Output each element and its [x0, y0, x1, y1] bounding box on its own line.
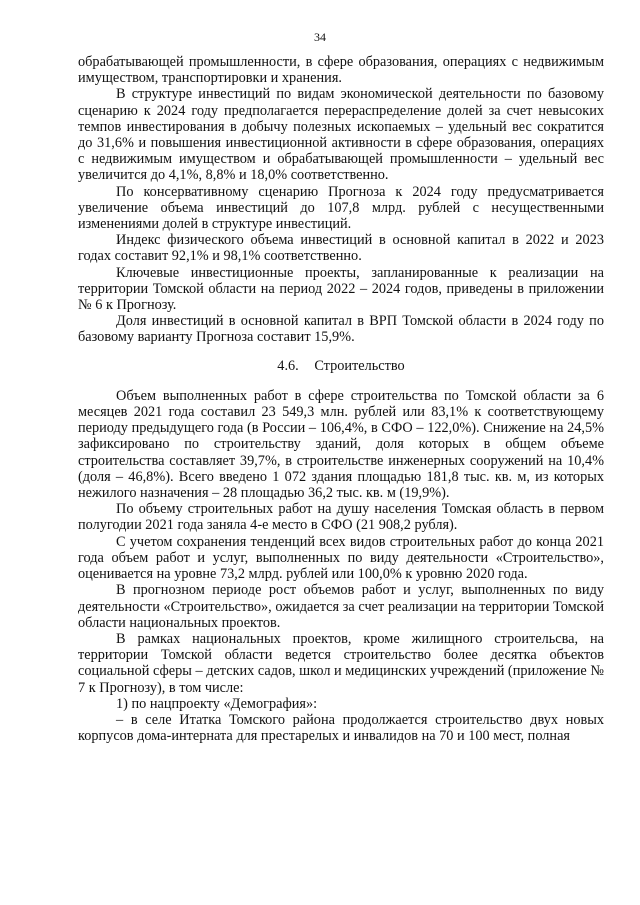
- paragraph: В рамках национальных проектов, кроме жилищного строительсва, на территории Томской области ведется строительство более десятка объектов социальной сферы – детских садов, школ и медицинских учреждений (приложение № 7 к Прогнозу), в том числе:: [78, 630, 604, 696]
- paragraph: Доля инвестиций в основной капитал в ВРП Томской области в 2024 году по базовому варианту Прогноза составит 15,9%.: [78, 313, 604, 346]
- paragraph: Индекс физического объема инвестиций в основной капитал в 2022 и 2023 годах составит 92,1% и 98,1% соответственно.: [78, 232, 604, 265]
- paragraph: По консервативному сценарию Прогноза к 2024 году предусматривается увеличение объема инвестиций до 107,8 млрд. рублей с несущественными изменениями долей в структуре инвестиций.: [78, 183, 604, 233]
- page-number: 34: [314, 30, 326, 44]
- paragraph: Объем выполненных работ в сфере строительства по Томской области за 6 месяцев 2021 года составил 23 549,3 млн. рублей или 83,1% к соответствующему периоду предыдущего года (в России – 106,4%, в СФО – 122,0%). Снижение на 24,5% зафиксировано по строительству зданий, доля которых в общем объеме строительства составляет 39,7%, в строительстве инженерных сооружений на 10,4% (доля – 46,8%). Всего введено 1 072 здания площадью 181,8 тыс. кв. м, из которых нежилого назначения – 28 площадью 36,2 тыс. кв. м (19,9%).: [78, 387, 604, 502]
- section-heading: [78, 358, 604, 374]
- paragraph: В структуре инвестиций по видам экономической деятельности по базовому сценарию к 2024 году предполагается перераспределение долей за счет невысоких темпов инвестирования в добычу полезных ископаемых – удельный вес сократится до 31,6% и повышения инвестиционной активности в сфере образования, операциях с недвижимым имуществом и обрабатывающей промышленности – удельный вес увеличится до 4,1%, 8,8% и 18,0% соответственно.: [78, 86, 604, 184]
- list-item: 1) по нацпроекту «Демография»:: [116, 695, 318, 712]
- paragraph: обрабатывающей промышленности, в сфере образования, операциях с недвижимым имуществом, транспортировки и хранения.: [78, 54, 604, 87]
- section-title: Строительство: [314, 357, 405, 374]
- paragraph: Ключевые инвестиционные проекты, запланированные к реализации на территории Томской области на период 2022 – 2024 годов, приведены в приложении № 6 к Прогнозу.: [78, 264, 604, 314]
- list-item: – в селе Итатка Томского района продолжается строительство двух новых корпусов дома-интерната для престарелых и инвалидов на 70 и 100 мест, полная: [78, 711, 604, 745]
- paragraph: В прогнозном периоде рост объемов работ и услуг, выполненных по виду деятельности «Строительство», ожидается за счет реализации на территории Томской области национальных проектов.: [78, 582, 604, 631]
- paragraph: По объему строительных работ на душу населения Томская область в первом полугодии 2021 года заняла 4-е место в СФО (21 908,2 рубля).: [78, 501, 604, 534]
- paragraph: С учетом сохранения тенденций всех видов строительных работ до конца 2021 года объем работ и услуг, выполненных по виду деятельности «Строительство», оценивается на уровне 73,2 млрд. рублей или 100,0% к уровню 2020 года.: [78, 533, 604, 583]
- document-body: [78, 54, 604, 744]
- section-number: 4.6.: [277, 357, 299, 374]
